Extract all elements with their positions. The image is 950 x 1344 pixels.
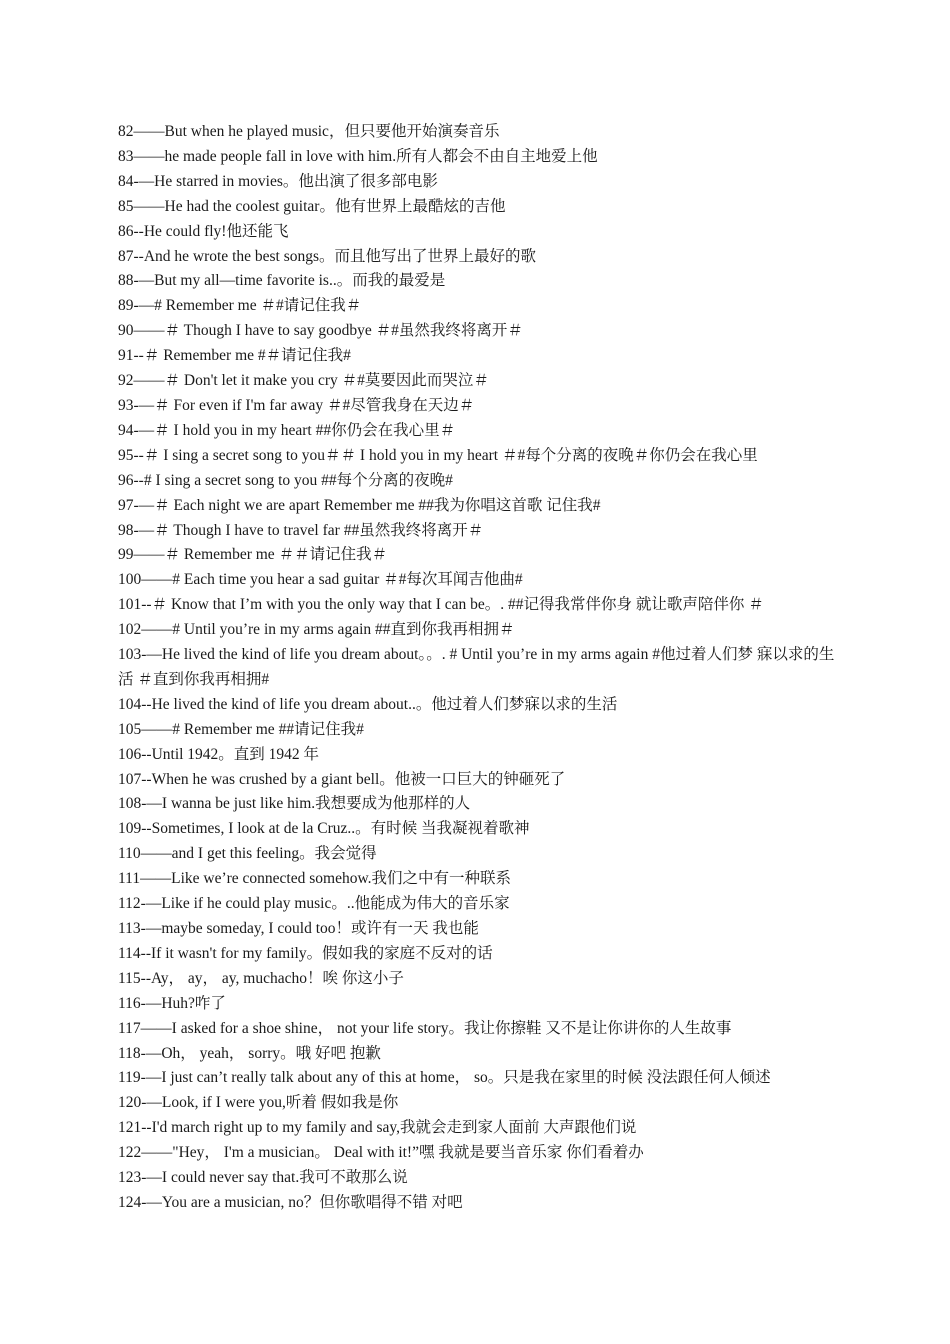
transcript-line: 103-—He lived the kind of life you dream about。。. # Until you’re in my arms again #他过着人们梦 寐以求的生活 ＃直到你我再相拥#	[118, 646, 835, 688]
transcript-line: 109--Sometimes, I look at de la Cruz..。有时候 当我凝视着歌神	[118, 820, 530, 838]
transcript-line: 119-—I just can’t really talk about any of this at home， so。只是我在家里的时候 没法跟任何人倾述	[118, 1069, 771, 1087]
transcript-line: 97-—＃ Each night we are apart Remember me ##我为你唱这首歌 记住我#	[118, 496, 601, 514]
transcript-line: 112-—Like if he could play music。..他能成为伟大的音乐家	[118, 895, 510, 913]
transcript-line: 88-—But my all—time favorite is..。而我的最爱是	[118, 272, 446, 290]
transcript-line: 82——But when he played music，但只要他开始演奏音乐	[118, 123, 500, 140]
transcript-line: 116-—Huh?咋了	[118, 994, 226, 1012]
transcript-line: 111——Like we’re connected somehow.我们之中有一种联系	[118, 870, 512, 888]
transcript-line: 86--He could fly!他还能飞	[118, 222, 289, 240]
transcript-line: 93-—＃ For even if I'm far away ＃#尽管我身在天边＃	[118, 396, 475, 414]
transcript-line: 90——＃ Though I have to say goodbye ＃#虽然我终将离开＃	[118, 322, 523, 340]
transcript-line: 107--When he was crushed by a giant bell。他被一口巨大的钟砸死了	[118, 770, 566, 788]
transcript-line: 99——＃ Remember me ＃＃请记住我＃	[118, 546, 388, 564]
transcript-line: 115--Ay， ay， ay, muchacho！唉 你这小子	[118, 969, 404, 987]
transcript-line: 105——# Remember me ##请记住我#	[118, 720, 364, 738]
transcript-line: 117——I asked for a shoe shine， not your life story。我让你擦鞋 又不是让你讲你的人生故事	[118, 1019, 732, 1037]
transcript-line: 87--And he wrote the best songs。而且他写出了世界上最好的歌	[118, 247, 537, 265]
transcript-line: 98-—＃ Though I have to travel far ##虽然我终将离开＃	[118, 521, 484, 539]
transcript-line: 100——# Each time you hear a sad guitar ＃#每次耳闻吉他曲#	[118, 571, 523, 589]
transcript-line: 84-—He starred in movies。他出演了很多部电影	[118, 172, 438, 190]
transcript-line: 101--＃ Know that I’m with you the only way that I can be。. ##记得我常伴你身 就让歌声陪伴你 ＃	[118, 596, 764, 614]
transcript-line: 108-—I wanna be just like him.我想要成为他那样的人	[118, 795, 471, 813]
transcript-line: 83——he made people fall in love with him.所有人都会不由自主地爱上他	[118, 147, 598, 165]
transcript-line: 122——"Hey， I'm a musician。 Deal with it!”嘿 我就是要当音乐家 你们看着办	[118, 1144, 644, 1162]
transcript-body	[118, 120, 848, 1216]
transcript-line: 85——He had the coolest guitar。他有世界上最酷炫的吉他	[118, 197, 506, 215]
transcript-line: 120-—Look, if I were you,听着 假如我是你	[118, 1094, 399, 1112]
transcript-line: 123-—I could never say that.我可不敢那么说	[118, 1169, 408, 1187]
transcript-line: 95--＃ I sing a secret song to you＃＃ I hold you in my heart ＃#每个分离的夜晚＃你仍会在我心里	[118, 446, 758, 464]
transcript-line: 89-—# Remember me ＃#请记住我＃	[118, 297, 362, 315]
transcript-line: 113-—maybe someday, I could too！或许有一天 我也能	[118, 920, 479, 937]
transcript-line: 91--＃ Remember me #＃请记住我#	[118, 347, 351, 365]
transcript-line: 124-—You are a musician, no？但你歌唱得不错 对吧	[118, 1193, 463, 1211]
transcript-line: 102——# Until you’re in my arms again ##直到你我再相拥＃	[118, 621, 515, 639]
transcript-line: 110——and I get this feeling。我会觉得	[118, 845, 377, 863]
transcript-line: 106--Until 1942。直到 1942 年	[118, 745, 320, 763]
transcript-line: 104--He lived the kind of life you dream about..。他过着人们梦寐以求的生活	[118, 695, 618, 713]
transcript-line: 94-—＃ I hold you in my heart ##你仍会在我心里＃	[118, 421, 456, 439]
transcript-line: 92——＃ Don't let it make you cry ＃#莫要因此而哭泣＃	[118, 372, 489, 390]
transcript-line: 121--I'd march right up to my family and say,我就会走到家人面前 大声跟他们说	[118, 1119, 637, 1137]
transcript-line: 118-—Oh， yeah， sorry。哦 好吧 抱歉	[118, 1044, 381, 1062]
transcript-line: 114--If it wasn't for my family。假如我的家庭不反对的话	[118, 944, 493, 962]
transcript-line: 96--# I sing a secret song to you ##每个分离的夜晚#	[118, 471, 453, 489]
